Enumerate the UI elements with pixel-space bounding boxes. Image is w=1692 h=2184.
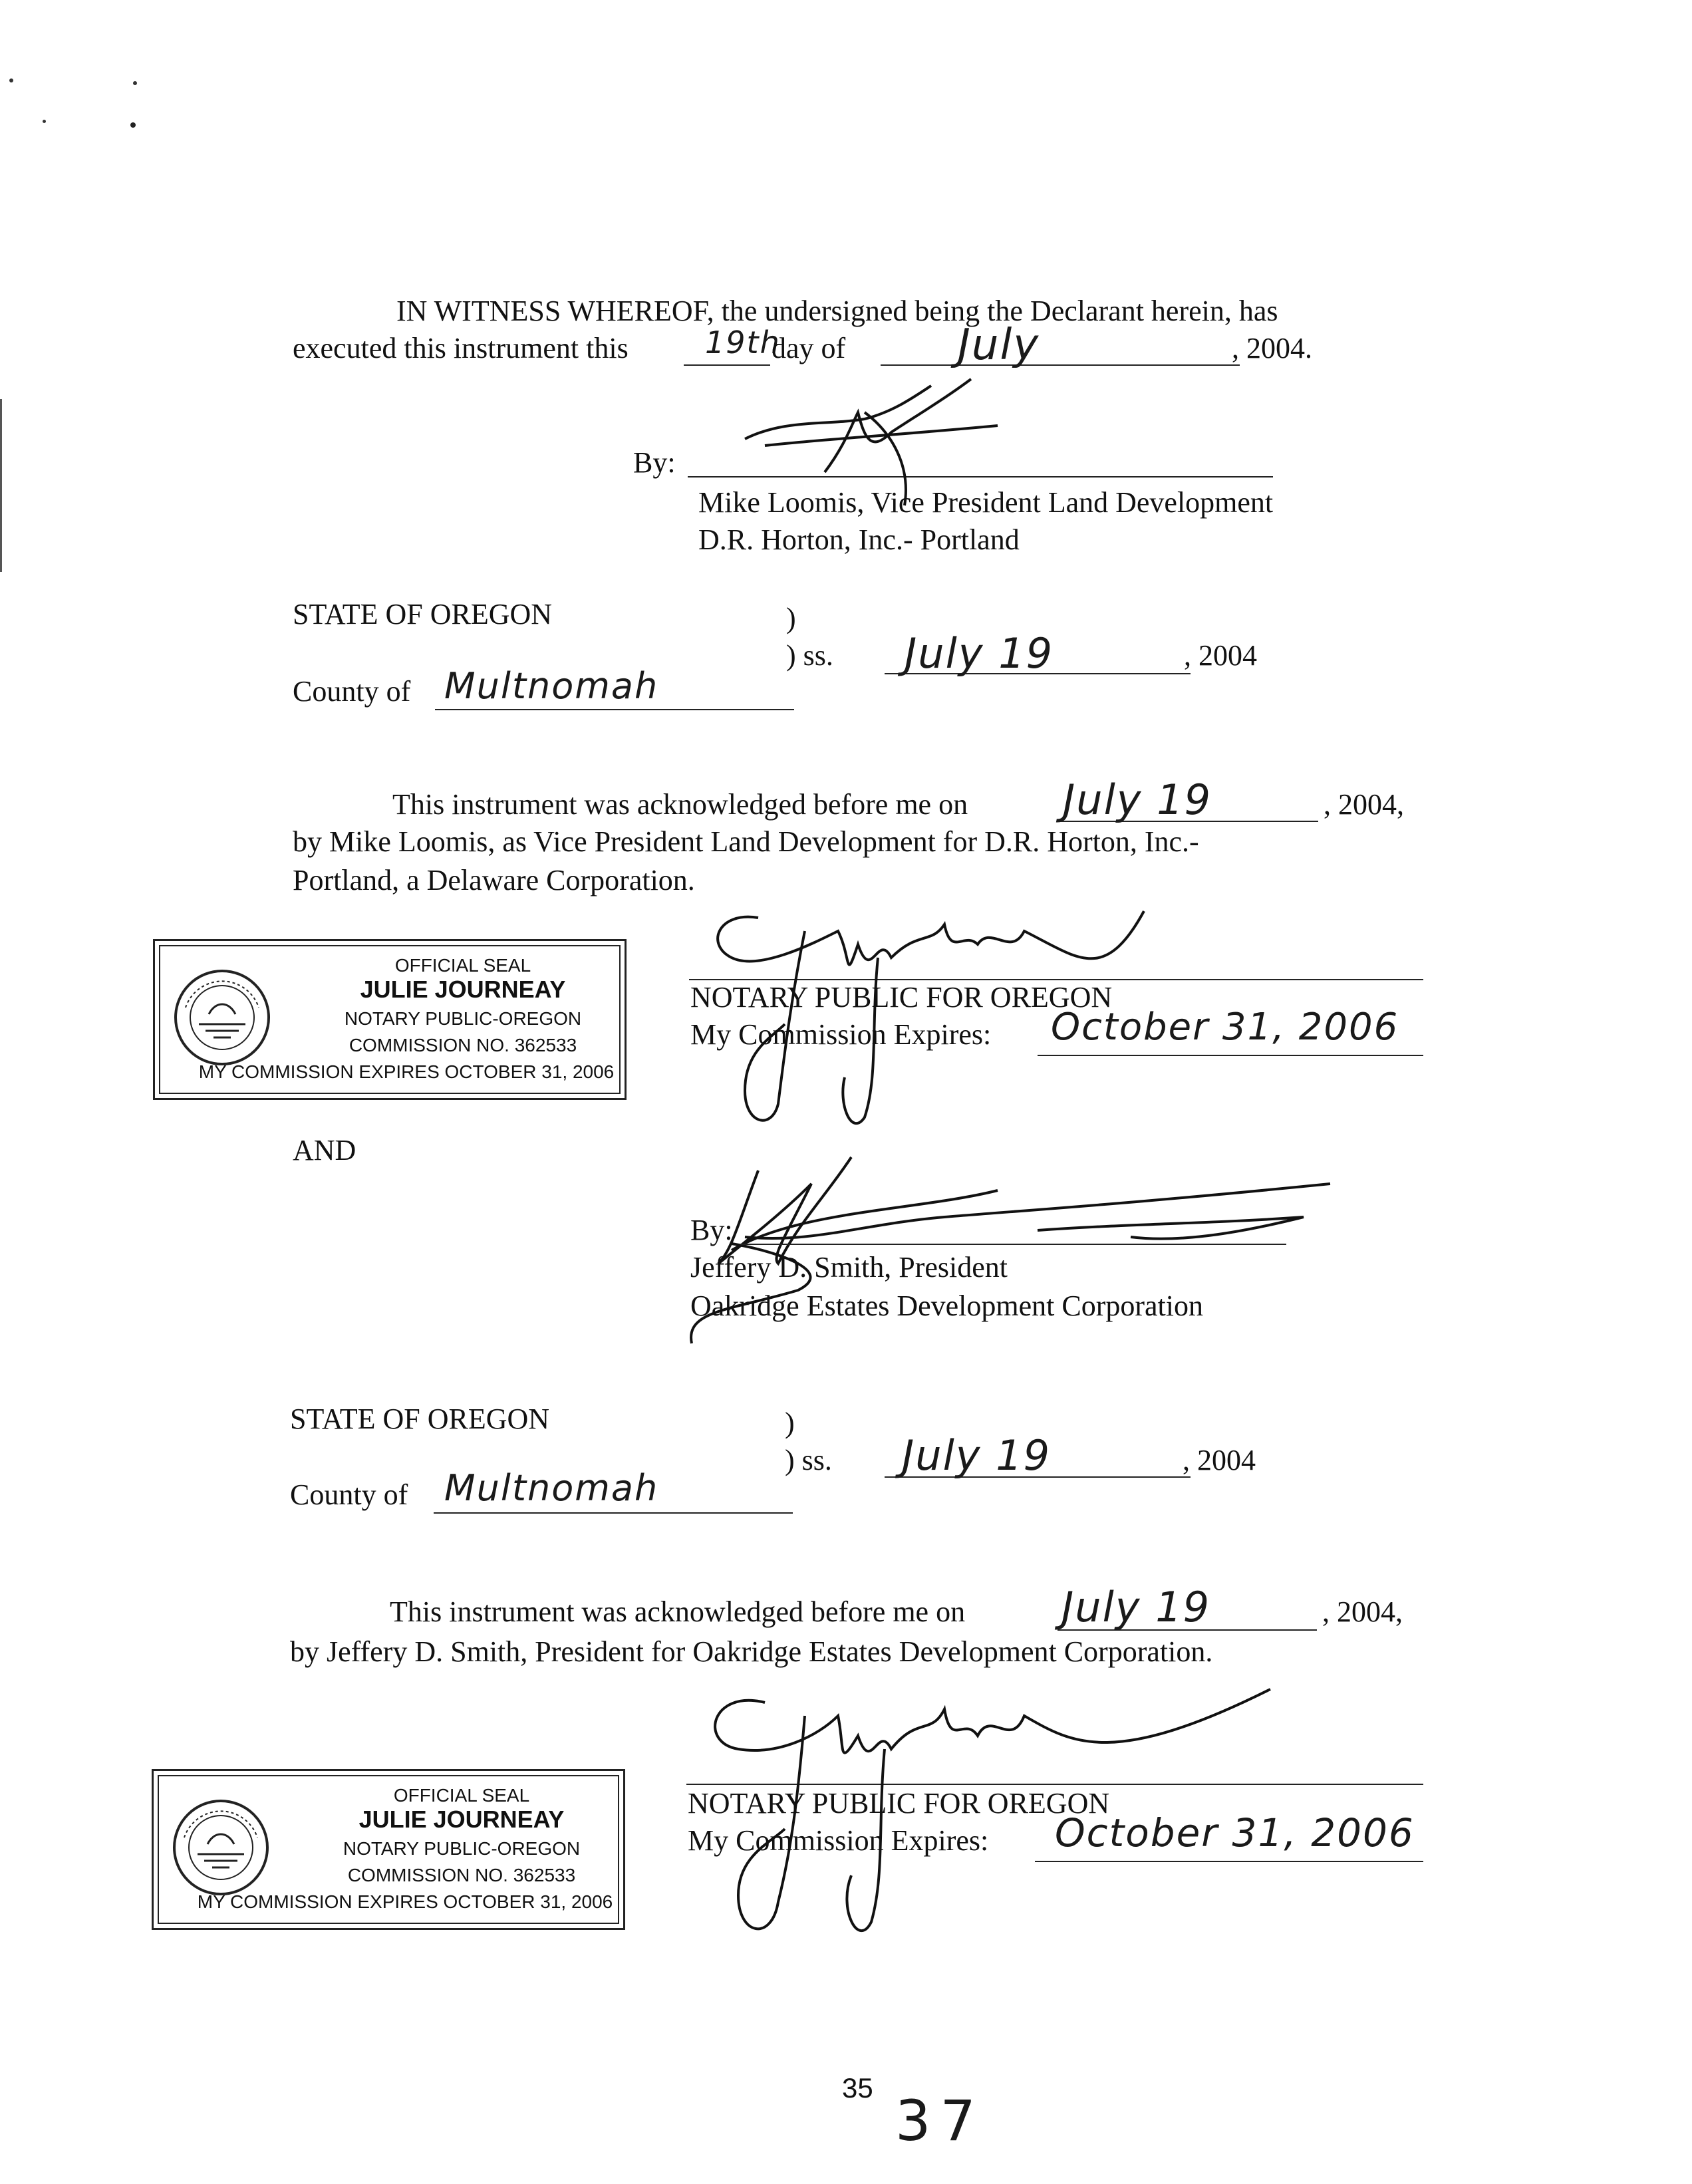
venue1-year: , 2004 <box>1184 639 1257 672</box>
month-handwritten: July <box>958 321 1040 370</box>
ack2-line-2: by Jeffery D. Smith, President for Oakridge Estates Development Corporation. <box>290 1635 1213 1668</box>
and-separator: AND <box>293 1134 356 1166</box>
notary1-expires-label: My Commission Expires: <box>690 1018 992 1051</box>
seal-expires: MY COMMISSION EXPIRES OCTOBER 31, 2006 <box>198 1061 615 1082</box>
venue2-state: STATE OF OREGON <box>290 1403 550 1435</box>
ack1-line-1a: This instrument was acknowledged before me on <box>392 788 968 821</box>
notary2-title: NOTARY PUBLIC FOR OREGON <box>688 1787 1110 1820</box>
notary2-expires-handwritten: October 31, 2006 <box>1055 1810 1415 1855</box>
signer2-company: Oakridge Estates Development Corporation <box>690 1290 1204 1322</box>
scan-speck <box>130 122 136 128</box>
venue2-county-handwritten: Multnomah <box>444 1467 659 1509</box>
notary1-expires-handwritten: October 31, 2006 <box>1051 1006 1399 1049</box>
seal-expires: MY COMMISSION EXPIRES OCTOBER 31, 2006 <box>197 1891 613 1912</box>
scan-edge <box>0 399 2 572</box>
oregon-seal-emblem <box>172 968 272 1067</box>
seal-official: OFFICIAL SEAL <box>394 955 531 976</box>
day-handwritten: 19th <box>705 325 781 360</box>
notary2-expires-blank <box>1035 1861 1423 1862</box>
venue1-county-handwritten: Multnomah <box>444 665 659 707</box>
venue2-county-label: County of <box>290 1478 408 1511</box>
ack2-line-1a: This instrument was acknowledged before me on <box>390 1595 966 1628</box>
venue2-paren2: ) ss. <box>785 1444 832 1476</box>
signer1-by: By: <box>633 446 676 479</box>
notary1-expires-blank <box>1038 1055 1423 1056</box>
seal-role: NOTARY PUBLIC-OREGON <box>344 1008 582 1029</box>
signer1-name: Mike Loomis, Vice President Land Development <box>698 486 1274 519</box>
seal-commission: COMMISSION NO. 362533 <box>347 1865 576 1885</box>
oregon-seal-emblem <box>171 1798 271 1897</box>
ack1-date-handwritten: July 19 <box>1063 775 1212 824</box>
witness-line-2b: day of <box>772 332 846 364</box>
month-blank <box>881 364 1240 366</box>
notary2-expires-label: My Commission Expires: <box>688 1824 989 1857</box>
witness-line-2a: executed this instrument this <box>293 332 629 364</box>
witness-line-1: IN WITNESS WHEREOF, the undersigned being the Declarant herein, has <box>396 295 1278 327</box>
venue2-date-handwritten: July 19 <box>902 1431 1052 1480</box>
page-number: 35 <box>842 2072 873 2104</box>
signer2-name: Jeffery D. Smith, President <box>690 1251 1008 1284</box>
seal-name: JULIE JOURNEAY <box>360 976 566 1003</box>
ack2-date-handwritten: July 19 <box>1061 1583 1211 1631</box>
seal-name: JULIE JOURNEAY <box>358 1806 565 1833</box>
notary1-title: NOTARY PUBLIC FOR OREGON <box>690 981 1113 1014</box>
signer2-by: By: <box>690 1214 733 1246</box>
ack2-line-1b: , 2004, <box>1322 1595 1403 1628</box>
notary-seal <box>153 939 627 1100</box>
day-blank <box>684 364 770 366</box>
ack1-line-2: by Mike Loomis, as Vice President Land Development for D.R. Horton, Inc.- <box>293 825 1199 858</box>
witness-line-2c: , 2004. <box>1232 332 1312 364</box>
venue1-paren2: ) ss. <box>786 639 833 672</box>
seal-commission: COMMISSION NO. 362533 <box>349 1035 577 1055</box>
ack1-line-1b: , 2004, <box>1324 788 1404 821</box>
scan-speck <box>9 78 13 82</box>
signer1-company: D.R. Horton, Inc.- Portland <box>698 523 1020 556</box>
scan-speck <box>43 120 46 123</box>
seal-official: OFFICIAL SEAL <box>393 1785 530 1806</box>
seal-role: NOTARY PUBLIC-OREGON <box>343 1838 581 1859</box>
page-number-handwritten: 37 <box>895 2088 985 2153</box>
scan-speck <box>133 81 137 85</box>
venue2-paren1: ) <box>785 1407 795 1439</box>
venue1-county-label: County of <box>293 675 411 708</box>
venue1-state: STATE OF OREGON <box>293 598 553 630</box>
venue1-paren1: ) <box>786 602 796 634</box>
venue1-county-blank <box>435 709 794 710</box>
ack1-line-3: Portland, a Delaware Corporation. <box>293 864 695 896</box>
venue1-date-handwritten: July 19 <box>905 629 1054 678</box>
venue2-county-blank <box>434 1512 793 1514</box>
notary-seal <box>152 1769 625 1930</box>
venue2-year: , 2004 <box>1183 1444 1256 1476</box>
signer2-signature-line <box>740 1244 1286 1245</box>
